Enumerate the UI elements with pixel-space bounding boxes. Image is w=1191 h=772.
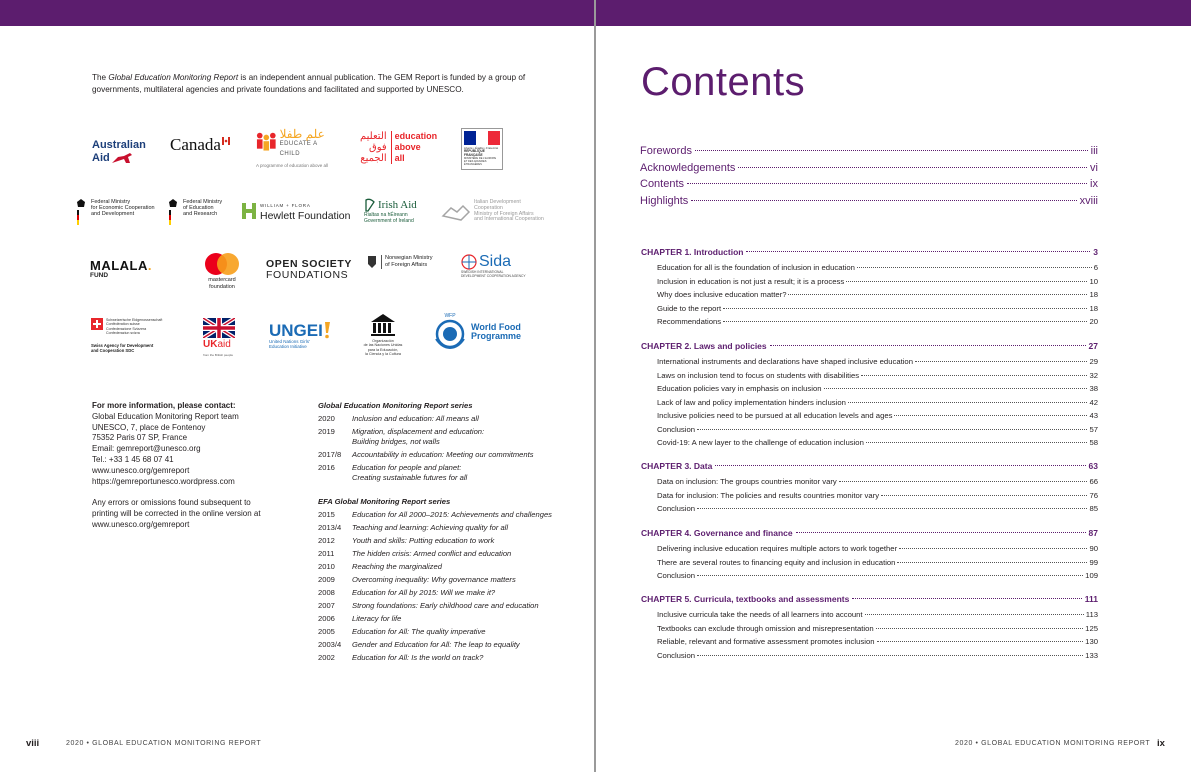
toc-section[interactable] (641, 277, 1098, 291)
toc-leader (857, 267, 1092, 268)
toc-leader (824, 388, 1088, 389)
series-title-line: Literacy for life (352, 614, 402, 623)
kangaroo-icon (110, 151, 136, 165)
bmz-logo: Federal Ministry for Economic Cooperation and Development (75, 199, 155, 225)
toc-section[interactable] (641, 544, 1098, 558)
toc-section-label: Reliable, relevant and formative assessment promotes inclusion (657, 637, 875, 646)
left-footer: 2020 • GLOBAL EDUCATION MONITORING REPORT (66, 740, 262, 747)
toc-section[interactable] (641, 637, 1098, 651)
toc-section-page: 32 (1089, 370, 1098, 380)
page-spine (594, 0, 596, 772)
hewlett-foundation-logo: WILLIAM + FLORA Hewlett Foundation (241, 201, 350, 221)
toc-leader (839, 481, 1088, 482)
series-title-line: Overcoming inequality: Why governance matters (352, 575, 516, 584)
intro-paragraph: The Global Education Monitoring Report is an independent annual publication. The GEM Report is funded by a group of governments, multilateral agencies and private foundations and facilitated and supported by UNESCO. (92, 73, 526, 94)
series-title-line: Education for All 2000–2015: Achievements and challenges (352, 510, 552, 519)
right-header-bar (596, 0, 1191, 26)
toc-leader (687, 183, 1087, 184)
series-row (318, 601, 578, 611)
children-figures-icon (256, 131, 277, 157)
series-title (352, 536, 494, 546)
toc-section[interactable] (641, 504, 1098, 518)
series-title (352, 562, 442, 572)
toc-section-page: 66 (1089, 477, 1098, 486)
series-year: 2007 (318, 601, 335, 610)
harp-icon (364, 198, 376, 212)
series-title (352, 427, 484, 447)
sida-globe-icon (461, 254, 477, 270)
series-year: 2008 (318, 588, 335, 597)
toc-section[interactable] (641, 411, 1098, 425)
toc-section[interactable] (641, 425, 1098, 439)
toc-leader (894, 415, 1087, 416)
toc-section-label: Inclusive curricula take the needs of all learners into account (657, 610, 863, 619)
series-row (318, 562, 578, 572)
toc-main-entry[interactable] (640, 195, 1098, 212)
series-title-line: Teaching and learning: Achieving quality for all (352, 523, 509, 532)
series-title (352, 549, 511, 559)
toc-section-label: Conclusion (657, 650, 696, 660)
toc-chapter-heading[interactable] (641, 461, 1098, 477)
toc-leader (915, 361, 1087, 362)
canada-flag-icon (222, 137, 230, 145)
toc-chapter-label: CHAPTER 3. Data (641, 461, 713, 471)
toc-section[interactable] (641, 384, 1098, 398)
toc-leader (738, 167, 1087, 168)
toc-section[interactable] (641, 263, 1098, 277)
series-year: 2009 (318, 575, 335, 584)
errors-note: Any errors or omissions found subsequent to printing will be corrected in the online version at www.unesco.org/gemreport (92, 498, 261, 529)
swiss-flag-icon (91, 318, 103, 330)
series-year: 2017/8 (318, 450, 342, 459)
contact-line: www.unesco.org/gemreport (92, 465, 190, 475)
series-title (352, 450, 534, 460)
toc-section-page: 18 (1089, 303, 1098, 313)
toc-section[interactable] (641, 651, 1098, 665)
toc-section[interactable] (641, 438, 1098, 452)
series-year: 2010 (318, 562, 335, 571)
series-row (318, 575, 578, 585)
toc-entry-label: Contents (640, 178, 685, 191)
toc-chapter-label: CHAPTER 4. Governance and finance (641, 528, 793, 538)
toc-section[interactable] (641, 304, 1098, 318)
republique-francaise-logo: Liberté • Égalité • Fraternité RÉPUBLIQUE FRANÇAISE MINISTÈRE DE L'EUROPE ET DES AFFAIRES ÉTRANGÈRES (461, 128, 503, 170)
contact-block: For more information, please contact: Global Education Monitoring Report team UNESCO, 7, place de Fontenoy 75352 Paris 07 SP, France Email: gemreport@unesco.org Tel.: +33 1 45 68 07 41 www.unesco.org/gemreport https://gemreportunesco.wordpress.com (92, 401, 282, 487)
toc-chapter-page: 111 (1084, 594, 1098, 604)
series-title (352, 614, 401, 624)
series-title (352, 523, 508, 533)
toc-leader (691, 200, 1076, 201)
toc-chapter-page: 87 (1088, 528, 1098, 538)
wfp-logo: WFP World Food Programme (432, 313, 521, 351)
series-title-line: Creating sustainable futures for all (352, 473, 468, 482)
series-year: 2006 (318, 614, 335, 623)
toc-section[interactable] (641, 371, 1098, 385)
toc-chapter (641, 528, 1098, 585)
toc-section[interactable] (641, 317, 1098, 331)
unesco-temple-icon (370, 313, 396, 337)
series-row (318, 614, 578, 624)
toc-section-page: 130 (1085, 637, 1098, 646)
canada-logo: Canada (170, 140, 230, 150)
series-year: 2013/4 (318, 523, 342, 532)
series-title (352, 510, 552, 520)
left-page-number: viii (26, 738, 40, 749)
toc-section-label: Education policies vary in emphasis on inclusion (657, 384, 822, 393)
toc-section[interactable] (641, 491, 1098, 505)
contact-line: UNESCO, 7, place de Fontenoy (92, 422, 206, 432)
toc-section-label: Delivering inclusive education requires multiple actors to work together (657, 544, 898, 553)
toc-section-label: Data on inclusion: The groups countries monitor vary (657, 477, 837, 486)
toc-entry-page: iii (1090, 145, 1098, 157)
toc-section-page: 43 (1089, 411, 1098, 420)
swiss-sdc-logo: Schweizerische Eidgenossenschaft Confédération suisse Confederazione Svizzera Confederaziun svizra Swiss Agency for Development and Cooperation SDC (91, 318, 163, 354)
toc-main-entry[interactable] (640, 162, 1098, 179)
toc-chapter-label: CHAPTER 5. Curricula, textbooks and assessments (641, 594, 850, 604)
toc-leader (788, 294, 1087, 295)
toc-section-label: Why does inclusive education matter? (657, 290, 787, 299)
series-title-line: Gender and Education for All: The leap to equality (352, 640, 520, 649)
toc-chapter-page: 27 (1088, 341, 1098, 351)
toc-section-label: Laws on inclusion tend to focus on students with disabilities (657, 370, 860, 380)
series-row (318, 549, 578, 559)
toc-leader (865, 614, 1084, 615)
series-year: 2019 (318, 427, 335, 436)
series-row (318, 653, 578, 663)
ungei-exclamation-icon (323, 321, 331, 339)
french-flag-icon (464, 131, 500, 145)
ukaid-logo: UKaid from the British people (203, 318, 237, 360)
toc-section-label: Inclusive policies need to be pursued at all education levels and ages (657, 411, 893, 420)
malala-dot: . (147, 258, 153, 273)
toc-section-page: 42 (1089, 397, 1098, 407)
toc-section-page: 58 (1089, 438, 1098, 447)
toc-leader (697, 429, 1087, 430)
toc-chapter-heading[interactable] (641, 594, 1098, 610)
malala-fund-logo: MALALA. FUND (90, 258, 153, 279)
toc-section[interactable] (641, 477, 1098, 491)
toc-chapter-label: CHAPTER 2. Laws and policies (641, 341, 767, 351)
toc-entry-label: Highlights (640, 194, 689, 207)
toc-section-page: 90 (1089, 544, 1098, 553)
toc-section-page: 99 (1089, 557, 1098, 567)
toc-section-label: Data for inclusion: The policies and results countries monitor vary (657, 490, 880, 500)
education-above-all-logo: التعليم فوق الجميع education above all (360, 131, 438, 164)
series-title-line: Education for All: Is the world on track? (352, 653, 484, 662)
toc-leader (876, 628, 1084, 629)
german-eagle-flag-icon (167, 199, 179, 225)
toc-section-page: 18 (1089, 290, 1098, 299)
toc-chapter-page: 63 (1088, 461, 1098, 471)
series-year: 2005 (318, 627, 335, 636)
toc-leader (746, 251, 1090, 252)
ungei-logo: UNGEI United Nations Girls' Education Initiative (269, 321, 331, 349)
toc-section-page: 29 (1089, 357, 1098, 366)
contact-line: Global Education Monitoring Report team (92, 411, 239, 421)
toc-leader (695, 150, 1088, 151)
toc-section-label: International instruments and declarations have shaped inclusive education (657, 357, 913, 366)
wfp-wreath-icon (432, 319, 468, 349)
series-title-line: Education for All: The quality imperative (352, 627, 486, 636)
toc-section[interactable] (641, 624, 1098, 638)
series-title-line: Education for people and planet: (352, 463, 462, 472)
hewlett-h-icon (241, 202, 257, 220)
toc-section-page: 76 (1089, 490, 1098, 500)
series-year: 2016 (318, 463, 335, 472)
toc-section-label: Lack of law and policy implementation hinders inclusion (657, 397, 846, 407)
mastercard-foundation-logo: mastercard foundation (202, 252, 242, 290)
toc-chapter-heading[interactable] (641, 341, 1098, 357)
series-year: 2020 (318, 414, 335, 423)
toc-chapter-label: CHAPTER 1. Introduction (641, 247, 744, 257)
toc-leader (697, 575, 1083, 576)
toc-section-label: Conclusion (657, 424, 696, 434)
toc-main-entries (640, 145, 1098, 211)
union-jack-icon (203, 318, 235, 338)
series-title-line: Migration, displacement and education: (352, 427, 485, 436)
toc-chapter-page: 3 (1093, 247, 1098, 257)
series-row (318, 463, 578, 483)
series-year: 2002 (318, 653, 335, 662)
series-title-line: Youth and skills: Putting education to work (352, 536, 495, 545)
series-year: 2015 (318, 510, 335, 519)
norway-mfa-logo: Norwegian Ministry of Foreign Affairs (367, 255, 433, 269)
series-title-line: The hidden crisis: Armed conflict and education (352, 549, 512, 558)
toc-section-page: 113 (1085, 610, 1098, 619)
series-row (318, 510, 578, 520)
toc-section-label: Textbooks can exclude through omission and misrepresentation (657, 623, 874, 633)
contact-line: Email: gemreport@unesco.org (92, 444, 201, 454)
toc-leader (723, 321, 1087, 322)
toc-entry-page: ix (1090, 178, 1098, 191)
toc-section-page: 10 (1089, 276, 1098, 286)
series-row (318, 450, 578, 460)
series-row (318, 627, 578, 637)
series-title (352, 601, 539, 611)
series-title-line: Strong foundations: Early childhood care and education (352, 601, 539, 610)
series-title-line: Building bridges, not walls (352, 437, 440, 446)
toc-section[interactable] (641, 398, 1098, 412)
toc-section-page: 57 (1089, 424, 1098, 434)
series-row (318, 414, 578, 424)
series-row (318, 427, 578, 447)
bmbf-logo: Federal Ministry of Education and Research (167, 199, 222, 225)
toc-leader (861, 375, 1087, 376)
toc-leader (877, 641, 1084, 642)
toc-leader (697, 508, 1087, 509)
toc-section[interactable] (641, 357, 1098, 371)
toc-section-page: 125 (1085, 623, 1098, 633)
toc-section-page: 133 (1085, 650, 1098, 660)
irish-aid-logo: Irish Aid Rialtas na hÉireann Government of Ireland (364, 199, 417, 224)
toc-leader (897, 562, 1087, 563)
contact-line: 75352 Paris 07 SP, France (92, 433, 188, 443)
toc-leader (723, 308, 1087, 309)
series-title-line: Education for All by 2015: Will we make it? (352, 588, 496, 597)
toc-section-label: Recommendations (657, 317, 722, 326)
toc-chapter (641, 341, 1098, 452)
series-title (352, 640, 520, 650)
toc-leader (770, 345, 1086, 346)
italian-cooperation-logo: Italian Development Cooperation Ministry of Foreign Affairs and International Cooperation (441, 200, 544, 223)
toc-leader (866, 442, 1088, 443)
toc-main-entry[interactable] (640, 145, 1098, 162)
toc-entry-label: Acknowledgements (640, 161, 736, 174)
series-year: 2012 (318, 536, 335, 545)
toc-chapter (641, 594, 1098, 664)
handshake-icon (441, 202, 471, 222)
toc-chapter (641, 461, 1098, 518)
unesco-logo: Organización de las Naciones Unidas para la Educación, la Ciencia y la Cultura (360, 313, 406, 357)
series-title (352, 588, 495, 598)
contact-line: Tel.: +33 1 45 68 07 41 (92, 454, 174, 464)
toc-entry-label: Forewords (640, 145, 692, 157)
toc-leader (848, 402, 1088, 403)
series-title (352, 627, 486, 637)
contact-lines (92, 412, 282, 488)
right-page-number: ix (1157, 738, 1165, 749)
toc-leader (715, 465, 1085, 466)
norway-lion-icon (367, 255, 377, 269)
series-year: 2003/4 (318, 640, 342, 649)
toc-leader (852, 598, 1081, 599)
toc-leader (899, 548, 1087, 549)
series-title-line: Inclusion and education: All means all (352, 414, 479, 423)
toc-section-label: Conclusion (657, 504, 696, 513)
series-row (318, 640, 578, 650)
mastercard-circles-icon (203, 252, 241, 276)
toc-section[interactable] (641, 610, 1098, 624)
toc-section-label: Conclusion (657, 571, 696, 580)
series-year: 2011 (318, 549, 335, 558)
series-title (352, 463, 467, 483)
right-footer: 2020 • GLOBAL EDUCATION MONITORING REPORT (955, 740, 1151, 747)
open-society-logo: OPEN SOCIETY FOUNDATIONS (266, 258, 352, 281)
toc-chapter-heading[interactable] (641, 528, 1098, 544)
toc-section-page: 109 (1085, 571, 1098, 580)
series-title (352, 414, 479, 424)
toc-entry-page: vi (1090, 161, 1098, 174)
toc-section-label: Education for all is the foundation of inclusion in education (657, 263, 855, 272)
toc-entry-page: xviii (1079, 194, 1098, 207)
toc-chapter (641, 247, 1098, 331)
toc-section[interactable] (641, 558, 1098, 572)
toc-leader (846, 281, 1087, 282)
toc-section[interactable] (641, 290, 1098, 304)
series-title-line: Accountability in education: Meeting our commitments (352, 450, 534, 459)
educate-a-child-logo: علم طفلا EDUCATE A CHILD A programme of education above all (256, 127, 329, 168)
toc-section[interactable] (641, 571, 1098, 585)
toc-section-page: 20 (1089, 317, 1098, 326)
toc-leader (881, 495, 1087, 496)
sida-logo: Sida SWEDISH INTERNATIONAL DEVELOPMENT COOPERATION AGENCY (461, 253, 526, 278)
series-row (318, 523, 578, 533)
series-title (352, 653, 483, 663)
left-header-bar (0, 0, 594, 26)
toc-section-label: Covid-19: A new layer to the challenge of education inclusion (657, 438, 864, 447)
page-title: Contents (641, 60, 806, 104)
toc-leader (796, 532, 1086, 533)
german-eagle-flag-icon (75, 199, 87, 225)
toc-section-label: Guide to the report (657, 303, 722, 313)
toc-main-entry[interactable] (640, 178, 1098, 195)
contact-line: https://gemreportunesco.wordpress.com (92, 476, 235, 486)
australian-aid-logo: Australian Aid (92, 139, 146, 164)
efa-series-list: EFA Global Monitoring Report series 2015 Education for All 2000–2015: Achievements and challenges 2013/4 Teaching and learning: Achieving quality for all 2012 Youth and skills: Putting education to work 2011 The hidden crisis: Armed conflict and education 2010 Reaching the marginalized 2009 Overcoming inequality: Why governance matters 2008 Education for All by 2015: Will we make it? 2007 Strong foundations: Early childhood care and education 2006 Literacy for life 2005 Education for All: The quality imperative 2003/4 Gender and Education for All: The leap to equality 2002 Education for All: Is the world on track? (318, 497, 578, 666)
series-title (352, 575, 516, 585)
toc-leader (697, 655, 1083, 656)
toc-section-page: 38 (1089, 384, 1098, 393)
toc-chapter-heading[interactable] (641, 247, 1098, 263)
toc-section-page: 85 (1089, 504, 1098, 513)
gem-series-list: Global Education Monitoring Report series 2020 Inclusion and education: All means all 2019 Migration, displacement and education: Building bridges, not walls 2017/8 Accountability in education: Meeting our commitments 2016 Education for people and planet: Creating sustainable futures for all (318, 401, 578, 486)
toc-section-label: Inclusion in education is not just a result; it is a process (657, 276, 845, 286)
toc-section-page: 6 (1093, 263, 1098, 272)
series-title-line: Reaching the marginalized (352, 562, 442, 571)
series-row (318, 536, 578, 546)
toc-section-label: There are several routes to financing equity and inclusion in education (657, 557, 896, 567)
series-row (318, 588, 578, 598)
